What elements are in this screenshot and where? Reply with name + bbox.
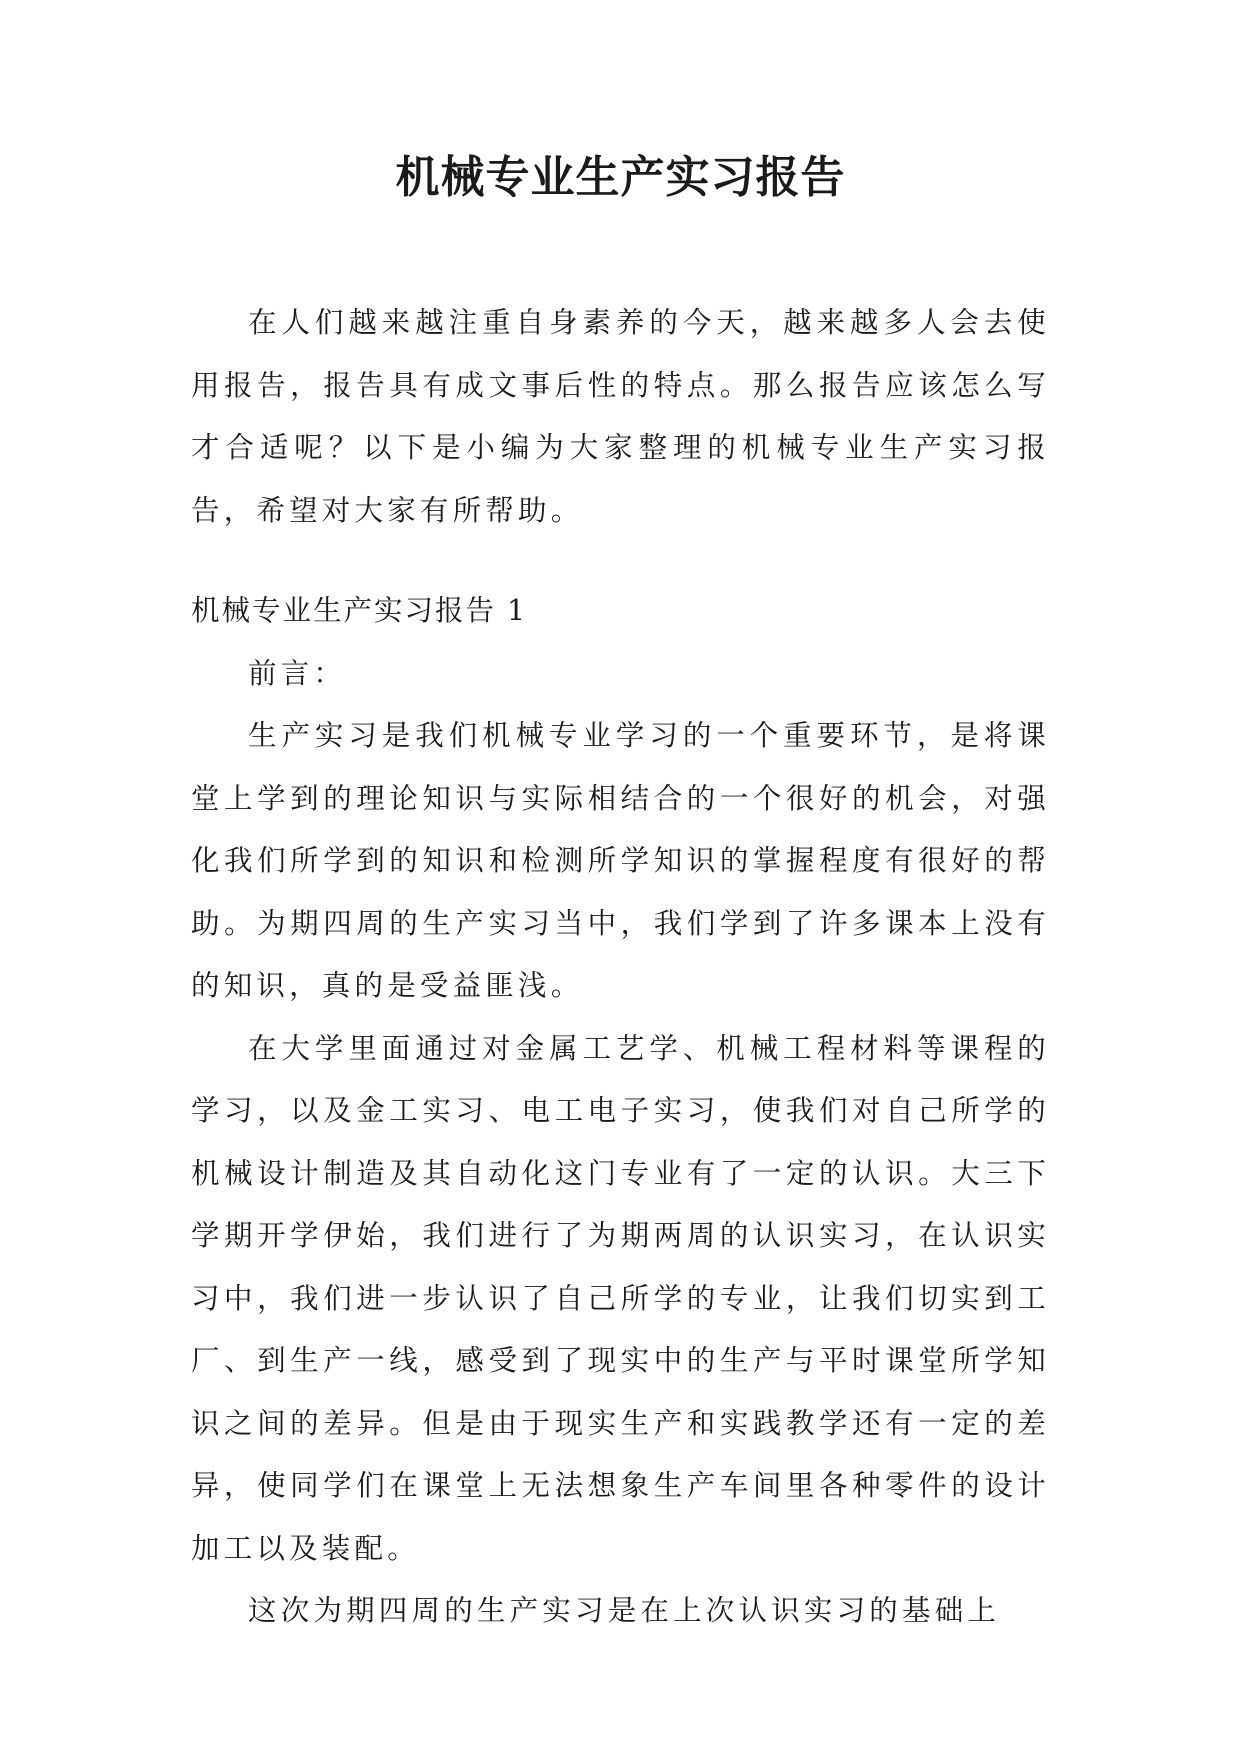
section-gap xyxy=(191,542,1050,580)
preface-label: 前言： xyxy=(248,656,347,690)
document-body xyxy=(191,292,1050,1643)
body-paragraph-2: 在大学里面通过对金属工艺学、机械工程材料等课程的学习，以及金工实习、电工电子实习，使我们对自己所学的机械设计制造及其自动化这门专业有了一定的认识。大三下学期开学伊始，我们进行了为期两周的认识实习，在认识实习中，我们进一步认识了自己所学的专业，让我们切实到工厂、到生产一线，感受到了现实中的生产与平时课堂所学知识之间的差异。但是由于现实生产和实践教学还有一定的差异，使同学们在课堂上无法想象生产车间里各种零件的设计加工以及装配。 xyxy=(191,1031,1050,1565)
body-paragraph-1: 生产实习是我们机械专业学习的一个重要环节，是将课堂上学到的理论知识与实际相结合的一个很好的机会，对强化我们所学到的知识和检测所学知识的掌握程度有很好的帮助。为期四周的生产实习当中，我们学到了许多课本上没有的知识，真的是受益匪浅。 xyxy=(191,719,1050,1002)
section-heading: 机械专业生产实习报告 1 xyxy=(191,594,528,627)
body-paragraph-3: 这次为期四周的生产实习是在上次认识实习的基础上 xyxy=(248,1594,1001,1627)
intro-paragraph: 在人们越来越注重自身素养的今天，越来越多人会去使用报告，报告具有成文事后性的特点。那么报告应该怎么写才合适呢？以下是小编为大家整理的机械专业生产实习报告，希望对大家有所帮助。 xyxy=(191,306,1050,527)
document-title: 机械专业生产实习报告 xyxy=(395,152,846,203)
